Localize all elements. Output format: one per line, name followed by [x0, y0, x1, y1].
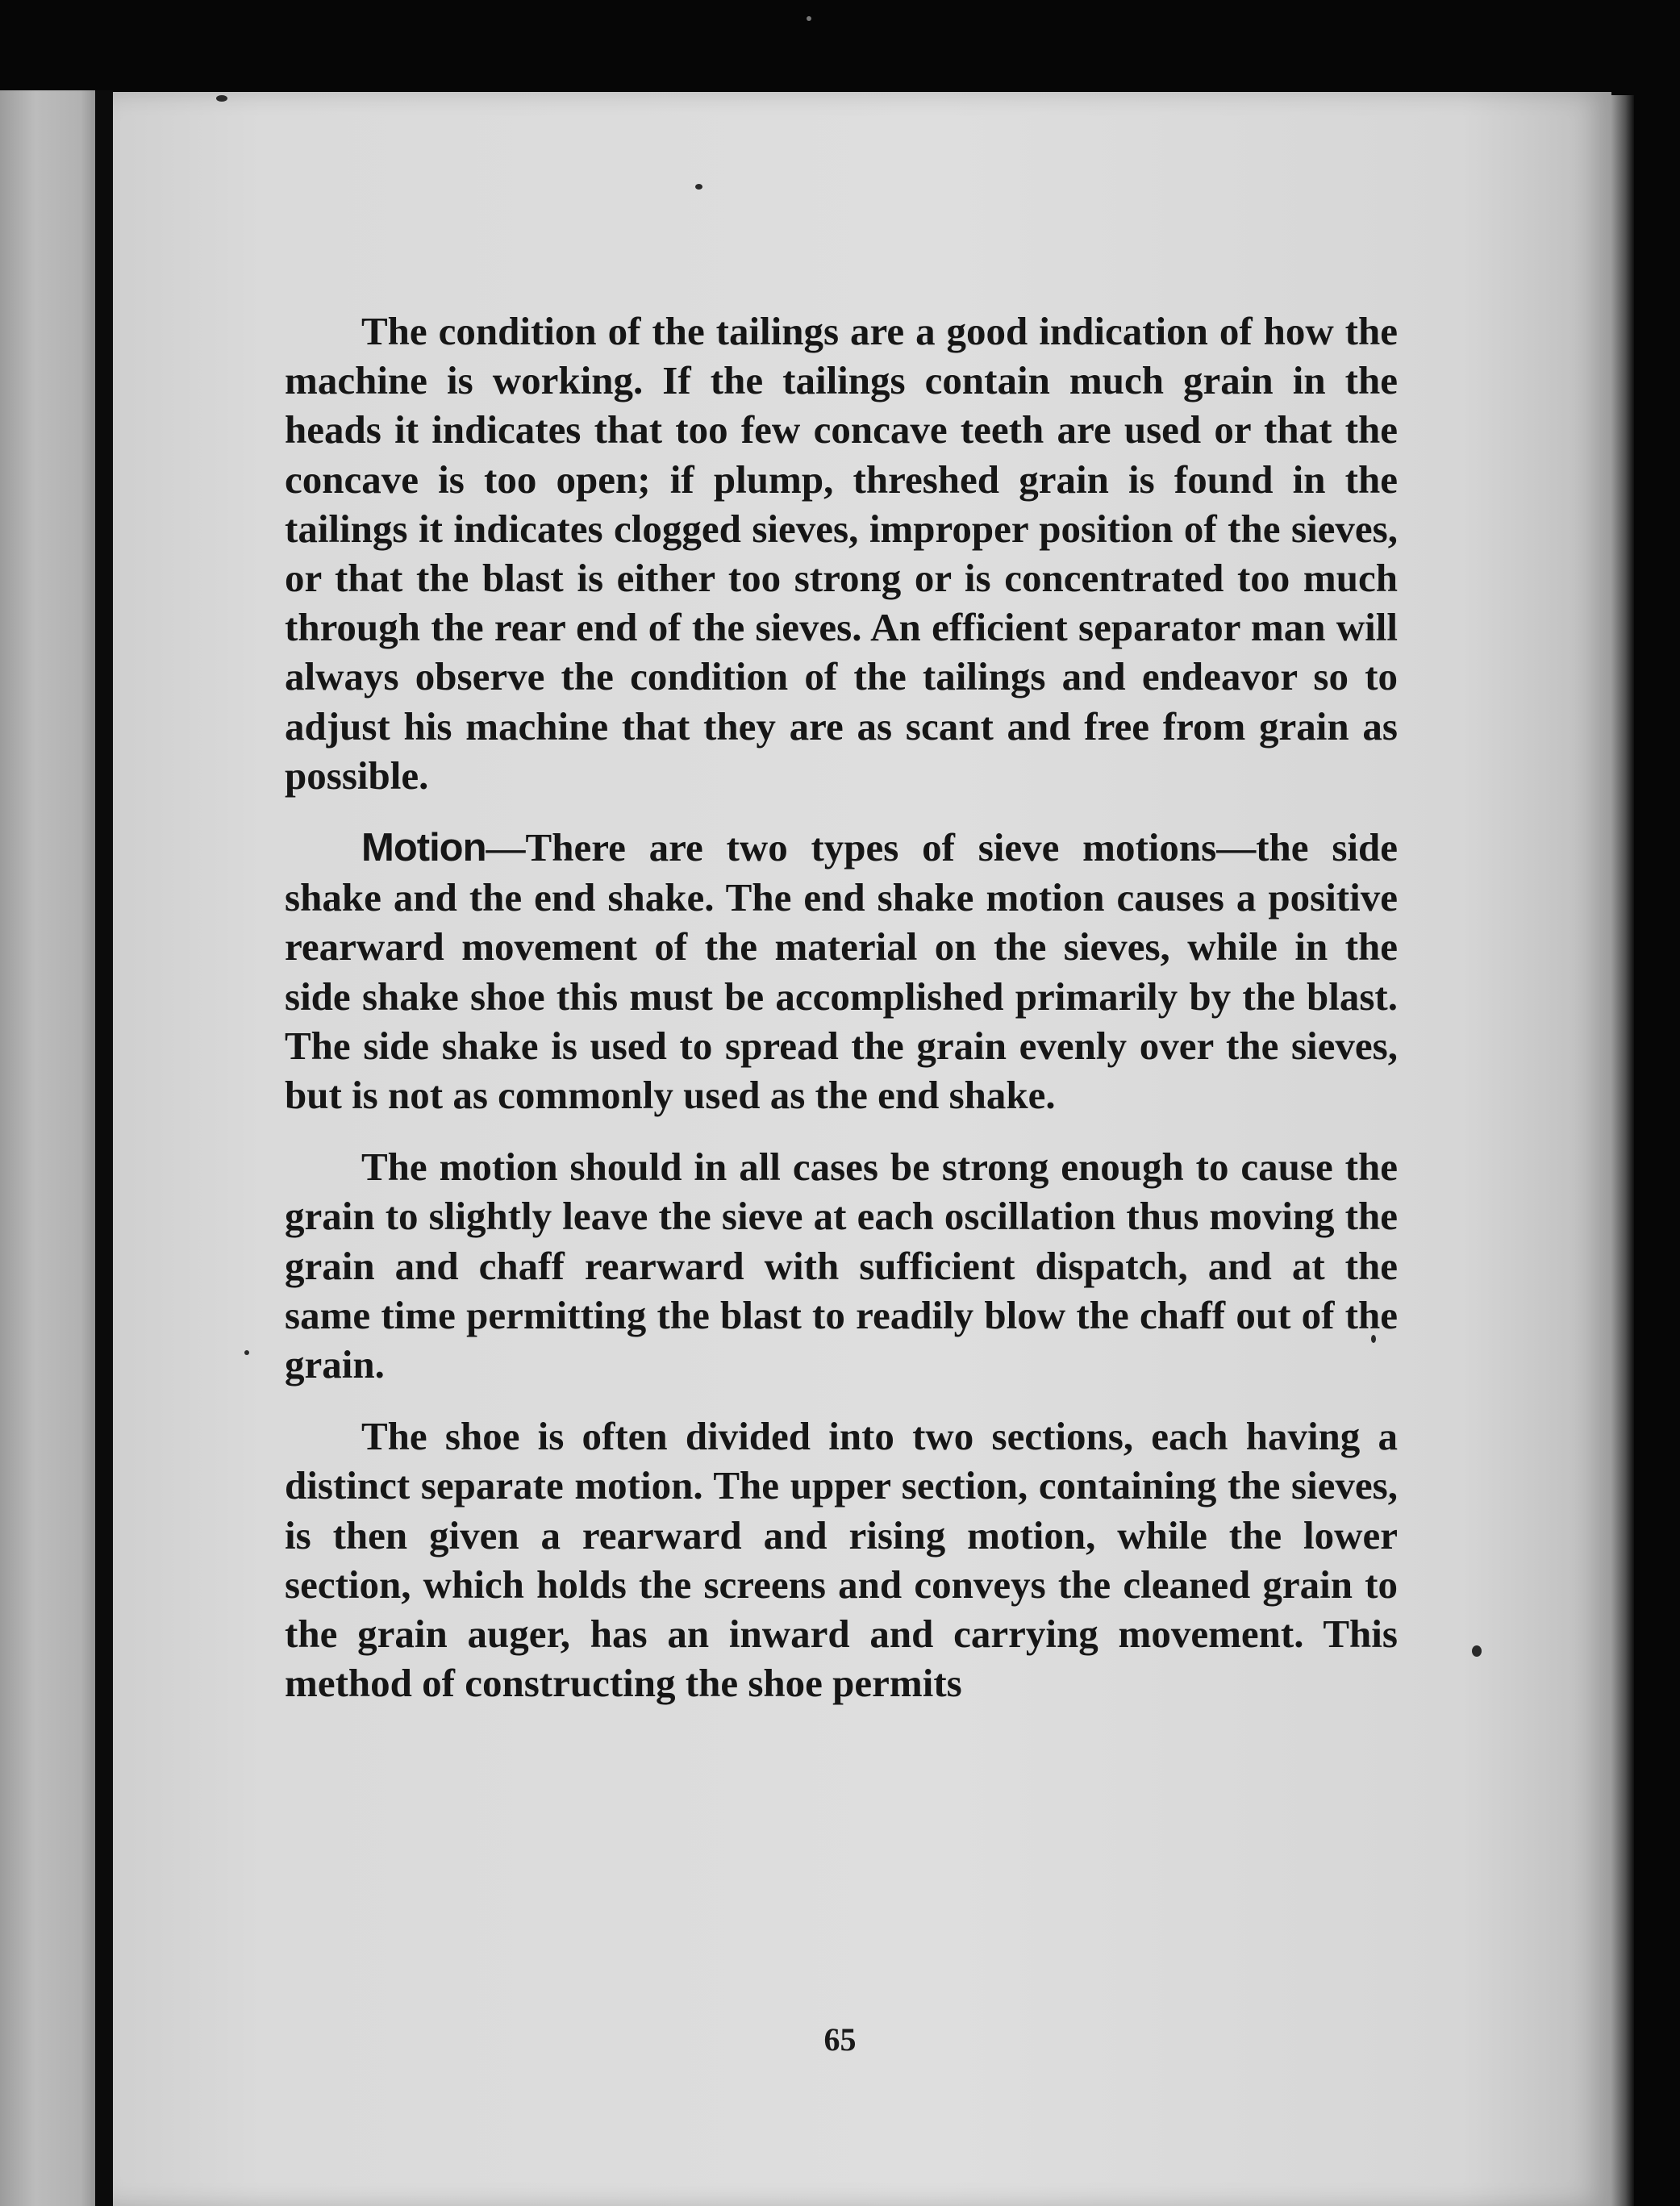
scan-speck: [216, 95, 227, 102]
paragraph-text: The condition of the tailings are a good indication of how the machine is working. If the tailings contain much grain in the heads it indicates that too few concave teeth are used or that the concave is too open; if plump, threshed grain is found in the tailings it indicates clogged sieves, improper position of the sieves, or that the blast is either too strong or is concentrated too much through the rear end of the sieves. An efficient separator man will always observe the condition of the tailings and endeavor so to adjust his machine that they are as scant and free from grain as possible.: [285, 309, 1398, 798]
body-text: [285, 307, 1398, 1730]
paragraph-text: The shoe is often divided into two sections, each having a distinct separate motion. The upper section, containing the sieves, is then given a rearward and rising motion, while the lower section, which holds the screens and conveys the cleaned grain to the grain auger, has an inward and carrying movement. This method of constructing the shoe permits: [285, 1414, 1398, 1706]
paragraph-text: —There are two types of sieve motions—the side shake and the end shake. The end shake motion causes a positive rearward movement of the material on the sieves, while in the side shake shoe this must be accomplished primarily by the blast. The side shake is used to spread the grain evenly over the sieves, but is not as commonly used as the end shake.: [285, 825, 1398, 1118]
scan-speck: [244, 1350, 249, 1355]
section-run-in-heading: Motion: [361, 826, 486, 870]
previous-page-edge: [0, 90, 101, 2206]
scan-speck: [695, 184, 702, 190]
book-gutter: [95, 90, 113, 2206]
scan-speck: [807, 16, 811, 21]
paragraph-4: [285, 1412, 1398, 1708]
page-right-edge: [1611, 95, 1634, 2206]
paragraph-text: The motion should in all cases be strong enough to cause the grain to slightly leave the sieve at each oscillation thus moving the grain and chaff rearward with sufficient dispatch, and at the same time permitting the blast to readily blow the chaff out of the grain.: [285, 1145, 1398, 1387]
paragraph-3: [285, 1142, 1398, 1389]
page-number: 65: [823, 2021, 857, 2058]
paragraph-1: [285, 307, 1398, 800]
scan-speck: [1472, 1645, 1482, 1657]
paragraph-2: [285, 823, 1398, 1120]
